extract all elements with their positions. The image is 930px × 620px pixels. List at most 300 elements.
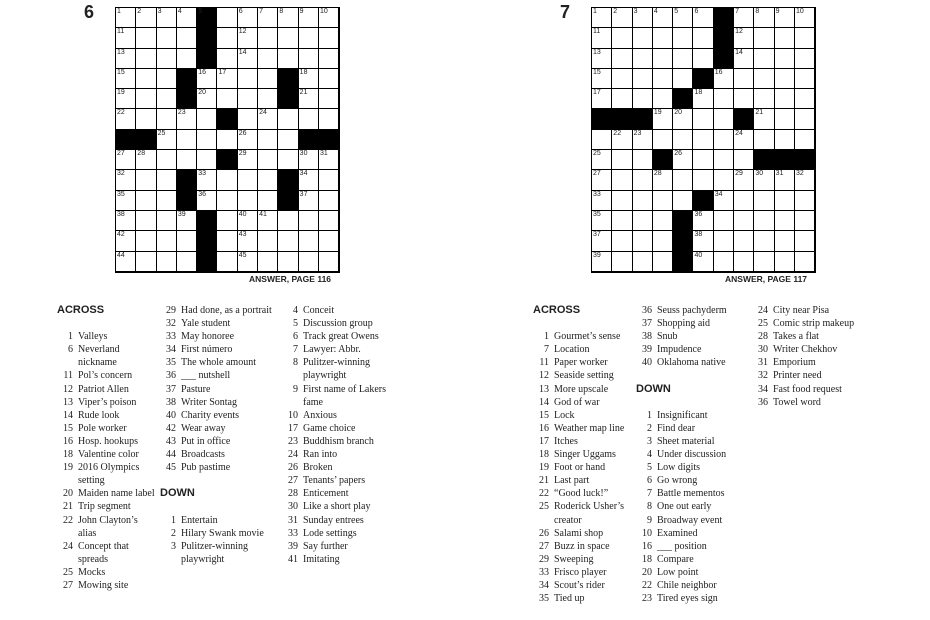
grid-cell[interactable] bbox=[592, 69, 612, 89]
grid-cell[interactable] bbox=[217, 130, 237, 150]
grid-cell[interactable] bbox=[673, 170, 693, 190]
grid-cell[interactable] bbox=[673, 49, 693, 69]
grid-cell[interactable] bbox=[592, 28, 612, 48]
grid-cell[interactable] bbox=[653, 8, 673, 28]
grid-cell[interactable] bbox=[754, 191, 774, 211]
grid-cell[interactable] bbox=[754, 109, 774, 129]
grid-cell[interactable] bbox=[177, 252, 197, 272]
grid-cell[interactable] bbox=[795, 231, 815, 251]
grid-cell[interactable] bbox=[775, 109, 795, 129]
grid-cell[interactable] bbox=[714, 231, 734, 251]
grid-cell[interactable] bbox=[734, 130, 754, 150]
grid-cell[interactable] bbox=[157, 170, 177, 190]
grid-cell[interactable] bbox=[319, 28, 339, 48]
grid-cell[interactable] bbox=[693, 49, 713, 69]
cell-number: 20 bbox=[198, 89, 206, 97]
grid-cell[interactable] bbox=[653, 211, 673, 231]
grid-cell[interactable] bbox=[278, 8, 298, 28]
grid-cell[interactable] bbox=[238, 130, 258, 150]
grid-cell[interactable] bbox=[319, 150, 339, 170]
grid-cell[interactable] bbox=[612, 89, 632, 109]
grid-cell[interactable] bbox=[754, 8, 774, 28]
grid-cell[interactable] bbox=[653, 252, 673, 272]
grid-cell[interactable] bbox=[633, 28, 653, 48]
grid-cell[interactable] bbox=[116, 191, 136, 211]
grid-cell[interactable] bbox=[693, 8, 713, 28]
clue bbox=[57, 487, 155, 500]
grid-cell[interactable] bbox=[319, 89, 339, 109]
grid-cell[interactable] bbox=[795, 69, 815, 89]
cell-number: 24 bbox=[735, 129, 743, 137]
grid-cell[interactable] bbox=[319, 69, 339, 89]
grid-cell[interactable] bbox=[673, 69, 693, 89]
grid-cell[interactable] bbox=[714, 109, 734, 129]
grid-cell[interactable] bbox=[592, 191, 612, 211]
grid-cell[interactable] bbox=[197, 69, 217, 89]
grid-cell[interactable] bbox=[258, 89, 278, 109]
grid-cell[interactable] bbox=[653, 28, 673, 48]
grid-cell[interactable] bbox=[612, 231, 632, 251]
grid-cell[interactable] bbox=[258, 150, 278, 170]
cell-number: 30 bbox=[755, 170, 764, 178]
grid-cell[interactable] bbox=[136, 252, 156, 272]
grid-cell[interactable] bbox=[693, 231, 713, 251]
grid-cell[interactable] bbox=[714, 89, 734, 109]
clue bbox=[57, 409, 155, 422]
grid-cell[interactable] bbox=[754, 89, 774, 109]
grid-cell[interactable] bbox=[278, 130, 298, 150]
grid-cell[interactable] bbox=[258, 69, 278, 89]
grid-cell[interactable] bbox=[633, 49, 653, 69]
grid-cell[interactable] bbox=[775, 69, 795, 89]
grid-cell[interactable] bbox=[136, 231, 156, 251]
grid-cell[interactable] bbox=[278, 252, 298, 272]
grid-cell[interactable] bbox=[197, 170, 217, 190]
grid-cell[interactable] bbox=[217, 28, 237, 48]
grid-cell[interactable] bbox=[653, 49, 673, 69]
grid-cell[interactable] bbox=[278, 211, 298, 231]
grid-cell[interactable] bbox=[136, 191, 156, 211]
grid-cell[interactable] bbox=[177, 130, 197, 150]
grid-cell[interactable] bbox=[116, 252, 136, 272]
grid-cell[interactable] bbox=[116, 69, 136, 89]
grid-cell[interactable] bbox=[238, 170, 258, 190]
grid-cell[interactable] bbox=[754, 170, 774, 190]
grid-cell[interactable] bbox=[136, 211, 156, 231]
cell-number: 38 bbox=[117, 210, 125, 218]
grid-cell[interactable] bbox=[258, 130, 278, 150]
grid-cell[interactable] bbox=[197, 89, 217, 109]
grid-cell[interactable] bbox=[653, 109, 673, 129]
clue-text: Frisco player bbox=[554, 566, 607, 578]
grid-cell[interactable] bbox=[714, 252, 734, 272]
puzzle-number: 7 bbox=[560, 2, 571, 22]
grid-cell[interactable] bbox=[734, 8, 754, 28]
grid-cell[interactable] bbox=[136, 49, 156, 69]
grid-cell[interactable] bbox=[157, 150, 177, 170]
grid-cell[interactable] bbox=[116, 28, 136, 48]
grid-cell[interactable] bbox=[592, 150, 612, 170]
grid-cell[interactable] bbox=[633, 191, 653, 211]
grid-cell[interactable] bbox=[136, 170, 156, 190]
grid-cell[interactable] bbox=[795, 130, 815, 150]
grid-cell[interactable] bbox=[612, 49, 632, 69]
cell-number: 8 bbox=[279, 8, 284, 15]
grid-cell[interactable] bbox=[238, 8, 258, 28]
grid-cell[interactable] bbox=[775, 191, 795, 211]
grid-cell[interactable] bbox=[795, 28, 815, 48]
grid-cell[interactable] bbox=[299, 211, 319, 231]
grid-cell[interactable] bbox=[258, 109, 278, 129]
grid-cell[interactable] bbox=[633, 8, 653, 28]
grid-cell[interactable] bbox=[612, 8, 632, 28]
grid-cell[interactable] bbox=[734, 89, 754, 109]
grid-cell[interactable] bbox=[258, 49, 278, 69]
clue bbox=[160, 383, 272, 396]
clue-column bbox=[282, 304, 404, 566]
black-square bbox=[714, 8, 734, 28]
clue-text: Broadway event bbox=[657, 514, 723, 526]
grid-cell[interactable] bbox=[278, 49, 298, 69]
clue bbox=[57, 579, 155, 592]
grid-cell[interactable] bbox=[299, 49, 319, 69]
grid-cell[interactable] bbox=[592, 211, 612, 231]
grid-cell[interactable] bbox=[734, 211, 754, 231]
grid-cell[interactable] bbox=[673, 130, 693, 150]
grid-cell[interactable] bbox=[653, 69, 673, 89]
grid-cell[interactable] bbox=[319, 8, 339, 28]
grid-cell[interactable] bbox=[299, 231, 319, 251]
crossword-grid[interactable] bbox=[115, 7, 340, 273]
grid-cell[interactable] bbox=[238, 252, 258, 272]
grid-cell[interactable] bbox=[157, 8, 177, 28]
grid-cell[interactable] bbox=[754, 69, 774, 89]
cell-number: 29 bbox=[238, 150, 247, 158]
grid-cell[interactable] bbox=[592, 231, 612, 251]
grid-cell[interactable] bbox=[612, 252, 632, 272]
grid-cell[interactable] bbox=[693, 150, 713, 170]
grid-cell[interactable] bbox=[734, 28, 754, 48]
grid-cell[interactable] bbox=[673, 8, 693, 28]
grid-cell[interactable] bbox=[633, 89, 653, 109]
grid-cell[interactable] bbox=[319, 252, 339, 272]
grid-cell[interactable] bbox=[592, 170, 612, 190]
grid-cell[interactable] bbox=[197, 150, 217, 170]
cell-number: 2 bbox=[137, 8, 142, 15]
grid-cell[interactable] bbox=[795, 191, 815, 211]
grid-cell[interactable] bbox=[299, 28, 319, 48]
grid-cell[interactable] bbox=[714, 211, 734, 231]
cell-number: 1 bbox=[117, 8, 121, 15]
grid-cell[interactable] bbox=[136, 8, 156, 28]
grid-cell[interactable] bbox=[238, 211, 258, 231]
grid-cell[interactable] bbox=[258, 28, 278, 48]
grid-cell[interactable] bbox=[319, 191, 339, 211]
grid-cell[interactable] bbox=[238, 150, 258, 170]
grid-cell[interactable] bbox=[299, 69, 319, 89]
grid-cell[interactable] bbox=[633, 170, 653, 190]
grid-cell[interactable] bbox=[653, 231, 673, 251]
grid-cell[interactable] bbox=[238, 69, 258, 89]
grid-cell[interactable] bbox=[633, 231, 653, 251]
grid-cell[interactable] bbox=[299, 109, 319, 129]
grid-cell[interactable] bbox=[278, 109, 298, 129]
grid-cell[interactable] bbox=[238, 191, 258, 211]
grid-cell[interactable] bbox=[775, 89, 795, 109]
grid-cell[interactable] bbox=[714, 191, 734, 211]
grid-cell[interactable] bbox=[238, 231, 258, 251]
grid-cell[interactable] bbox=[775, 170, 795, 190]
grid-cell[interactable] bbox=[157, 109, 177, 129]
clue bbox=[57, 383, 155, 396]
clue-number: 31 bbox=[758, 357, 768, 369]
grid-cell[interactable] bbox=[633, 69, 653, 89]
clue-text: Valleys bbox=[78, 331, 108, 343]
grid-cell[interactable] bbox=[754, 28, 774, 48]
grid-cell[interactable] bbox=[278, 231, 298, 251]
grid-cell[interactable] bbox=[653, 170, 673, 190]
grid-cell[interactable] bbox=[299, 89, 319, 109]
clue-text: Viper’s poison bbox=[78, 396, 137, 408]
grid-cell[interactable] bbox=[612, 130, 632, 150]
grid-cell[interactable] bbox=[217, 8, 237, 28]
grid-cell[interactable] bbox=[177, 231, 197, 251]
grid-cell[interactable] bbox=[734, 69, 754, 89]
grid-cell[interactable] bbox=[116, 89, 136, 109]
grid-cell[interactable] bbox=[177, 8, 197, 28]
grid-cell[interactable] bbox=[592, 130, 612, 150]
grid-cell[interactable] bbox=[136, 109, 156, 129]
clue-text: Takes a flat bbox=[773, 331, 819, 343]
grid-cell[interactable] bbox=[693, 28, 713, 48]
clue bbox=[533, 369, 643, 382]
grid-cell[interactable] bbox=[714, 170, 734, 190]
grid-cell[interactable] bbox=[775, 231, 795, 251]
clue bbox=[636, 553, 760, 566]
clue bbox=[533, 500, 643, 526]
grid-cell[interactable] bbox=[693, 130, 713, 150]
grid-cell[interactable] bbox=[714, 130, 734, 150]
clue-text: Weather map line bbox=[554, 422, 625, 434]
grid-cell[interactable] bbox=[319, 231, 339, 251]
clue-text: Tenants’ papers bbox=[303, 475, 366, 487]
grid-cell[interactable] bbox=[795, 89, 815, 109]
grid-cell[interactable] bbox=[693, 252, 713, 272]
grid-cell[interactable] bbox=[714, 150, 734, 170]
clue-number: 5 bbox=[647, 462, 652, 474]
clue-number: 12 bbox=[539, 370, 549, 382]
grid-cell[interactable] bbox=[775, 211, 795, 231]
grid-cell[interactable] bbox=[319, 49, 339, 69]
grid-cell[interactable] bbox=[734, 49, 754, 69]
grid-cell[interactable] bbox=[116, 49, 136, 69]
grid-cell[interactable] bbox=[217, 170, 237, 190]
grid-cell[interactable] bbox=[714, 69, 734, 89]
grid-cell[interactable] bbox=[673, 28, 693, 48]
grid-cell[interactable] bbox=[795, 49, 815, 69]
grid-cell[interactable] bbox=[612, 150, 632, 170]
grid-cell[interactable] bbox=[734, 191, 754, 211]
crossword-grid[interactable] bbox=[591, 7, 816, 273]
grid-cell[interactable] bbox=[612, 69, 632, 89]
grid-cell[interactable] bbox=[754, 211, 774, 231]
grid-cell[interactable] bbox=[136, 150, 156, 170]
grid-cell[interactable] bbox=[673, 109, 693, 129]
grid-cell[interactable] bbox=[612, 28, 632, 48]
grid-cell[interactable] bbox=[116, 231, 136, 251]
clue bbox=[533, 540, 643, 553]
grid-cell[interactable] bbox=[319, 109, 339, 129]
clue-text: Sheet material bbox=[657, 435, 715, 447]
grid-cell[interactable] bbox=[157, 130, 177, 150]
grid-cell[interactable] bbox=[299, 170, 319, 190]
clue-number: 37 bbox=[642, 318, 652, 330]
grid-cell[interactable] bbox=[754, 252, 774, 272]
grid-cell[interactable] bbox=[775, 8, 795, 28]
grid-cell[interactable] bbox=[177, 28, 197, 48]
black-square bbox=[633, 109, 653, 129]
grid-cell[interactable] bbox=[795, 8, 815, 28]
grid-cell[interactable] bbox=[238, 89, 258, 109]
grid-cell[interactable] bbox=[653, 191, 673, 211]
grid-cell[interactable] bbox=[612, 191, 632, 211]
grid-cell[interactable] bbox=[238, 49, 258, 69]
grid-cell[interactable] bbox=[177, 109, 197, 129]
clue-text: Salami shop bbox=[554, 527, 604, 539]
grid-cell[interactable] bbox=[177, 211, 197, 231]
grid-cell[interactable] bbox=[775, 49, 795, 69]
grid-cell[interactable] bbox=[258, 170, 278, 190]
grid-cell[interactable] bbox=[633, 130, 653, 150]
grid-cell[interactable] bbox=[217, 231, 237, 251]
grid-cell[interactable] bbox=[592, 252, 612, 272]
cell-number: 39 bbox=[177, 210, 186, 218]
clue bbox=[533, 579, 643, 592]
grid-cell[interactable] bbox=[612, 170, 632, 190]
black-square bbox=[795, 150, 815, 170]
grid-cell[interactable] bbox=[217, 49, 237, 69]
grid-cell[interactable] bbox=[633, 150, 653, 170]
grid-cell[interactable] bbox=[278, 150, 298, 170]
grid-cell[interactable] bbox=[653, 130, 673, 150]
grid-cell[interactable] bbox=[217, 89, 237, 109]
grid-cell[interactable] bbox=[258, 8, 278, 28]
clue bbox=[282, 553, 404, 566]
grid-cell[interactable] bbox=[157, 231, 177, 251]
grid-cell[interactable] bbox=[217, 252, 237, 272]
grid-cell[interactable] bbox=[693, 211, 713, 231]
grid-cell[interactable] bbox=[693, 170, 713, 190]
grid-cell[interactable] bbox=[258, 252, 278, 272]
grid-cell[interactable] bbox=[734, 170, 754, 190]
grid-cell[interactable] bbox=[157, 211, 177, 231]
grid-cell[interactable] bbox=[673, 191, 693, 211]
grid-cell[interactable] bbox=[795, 252, 815, 272]
grid-cell[interactable] bbox=[258, 231, 278, 251]
grid-cell[interactable] bbox=[116, 109, 136, 129]
clue bbox=[282, 461, 404, 474]
grid-cell[interactable] bbox=[734, 231, 754, 251]
grid-cell[interactable] bbox=[157, 191, 177, 211]
grid-cell[interactable] bbox=[157, 49, 177, 69]
grid-cell[interactable] bbox=[177, 49, 197, 69]
grid-cell[interactable] bbox=[116, 211, 136, 231]
grid-cell[interactable] bbox=[299, 8, 319, 28]
grid-cell[interactable] bbox=[157, 69, 177, 89]
grid-cell[interactable] bbox=[217, 211, 237, 231]
grid-cell[interactable] bbox=[795, 211, 815, 231]
clue-number: 9 bbox=[647, 514, 652, 526]
clue bbox=[282, 474, 404, 487]
clue-text: Battle mementos bbox=[657, 488, 725, 500]
grid-cell[interactable] bbox=[633, 211, 653, 231]
cell-number: 30 bbox=[299, 150, 308, 158]
grid-cell[interactable] bbox=[795, 170, 815, 190]
grid-cell[interactable] bbox=[157, 28, 177, 48]
clue-text: Tired eyes sign bbox=[657, 593, 718, 605]
grid-cell[interactable] bbox=[299, 252, 319, 272]
grid-cell[interactable] bbox=[238, 28, 258, 48]
grid-cell[interactable] bbox=[775, 252, 795, 272]
grid-cell[interactable] bbox=[217, 191, 237, 211]
grid-cell[interactable] bbox=[116, 150, 136, 170]
grid-cell[interactable] bbox=[673, 150, 693, 170]
grid-cell[interactable] bbox=[592, 8, 612, 28]
grid-cell[interactable] bbox=[754, 130, 774, 150]
grid-cell[interactable] bbox=[795, 109, 815, 129]
grid-cell[interactable] bbox=[157, 252, 177, 272]
grid-cell[interactable] bbox=[258, 211, 278, 231]
clue-text: Anxious bbox=[303, 409, 337, 421]
grid-cell[interactable] bbox=[217, 69, 237, 89]
grid-cell[interactable] bbox=[197, 109, 217, 129]
grid-cell[interactable] bbox=[734, 150, 754, 170]
grid-cell[interactable] bbox=[258, 191, 278, 211]
grid-cell[interactable] bbox=[238, 109, 258, 129]
clue-text: City near Pisa bbox=[773, 305, 830, 316]
grid-cell[interactable] bbox=[177, 150, 197, 170]
grid-cell[interactable] bbox=[592, 89, 612, 109]
grid-cell[interactable] bbox=[319, 211, 339, 231]
grid-cell[interactable] bbox=[197, 130, 217, 150]
grid-cell[interactable] bbox=[734, 252, 754, 272]
clue-text: Track great Owens bbox=[303, 331, 379, 343]
grid-cell[interactable] bbox=[633, 252, 653, 272]
grid-cell[interactable] bbox=[157, 89, 177, 109]
grid-cell[interactable] bbox=[775, 130, 795, 150]
grid-cell[interactable] bbox=[693, 109, 713, 129]
grid-cell[interactable] bbox=[299, 191, 319, 211]
grid-cell[interactable] bbox=[299, 150, 319, 170]
grid-cell[interactable] bbox=[136, 89, 156, 109]
grid-cell[interactable] bbox=[754, 231, 774, 251]
grid-cell[interactable] bbox=[197, 191, 217, 211]
grid-cell[interactable] bbox=[754, 49, 774, 69]
clue bbox=[57, 435, 155, 448]
grid-cell[interactable] bbox=[116, 170, 136, 190]
grid-cell[interactable] bbox=[116, 8, 136, 28]
grid-cell[interactable] bbox=[319, 170, 339, 190]
grid-cell[interactable] bbox=[612, 211, 632, 231]
clue-number: 34 bbox=[166, 344, 176, 356]
grid-cell[interactable] bbox=[693, 89, 713, 109]
grid-cell[interactable] bbox=[136, 28, 156, 48]
grid-cell[interactable] bbox=[278, 28, 298, 48]
grid-cell[interactable] bbox=[592, 49, 612, 69]
grid-cell[interactable] bbox=[136, 69, 156, 89]
grid-cell[interactable] bbox=[653, 89, 673, 109]
grid-cell[interactable] bbox=[775, 28, 795, 48]
